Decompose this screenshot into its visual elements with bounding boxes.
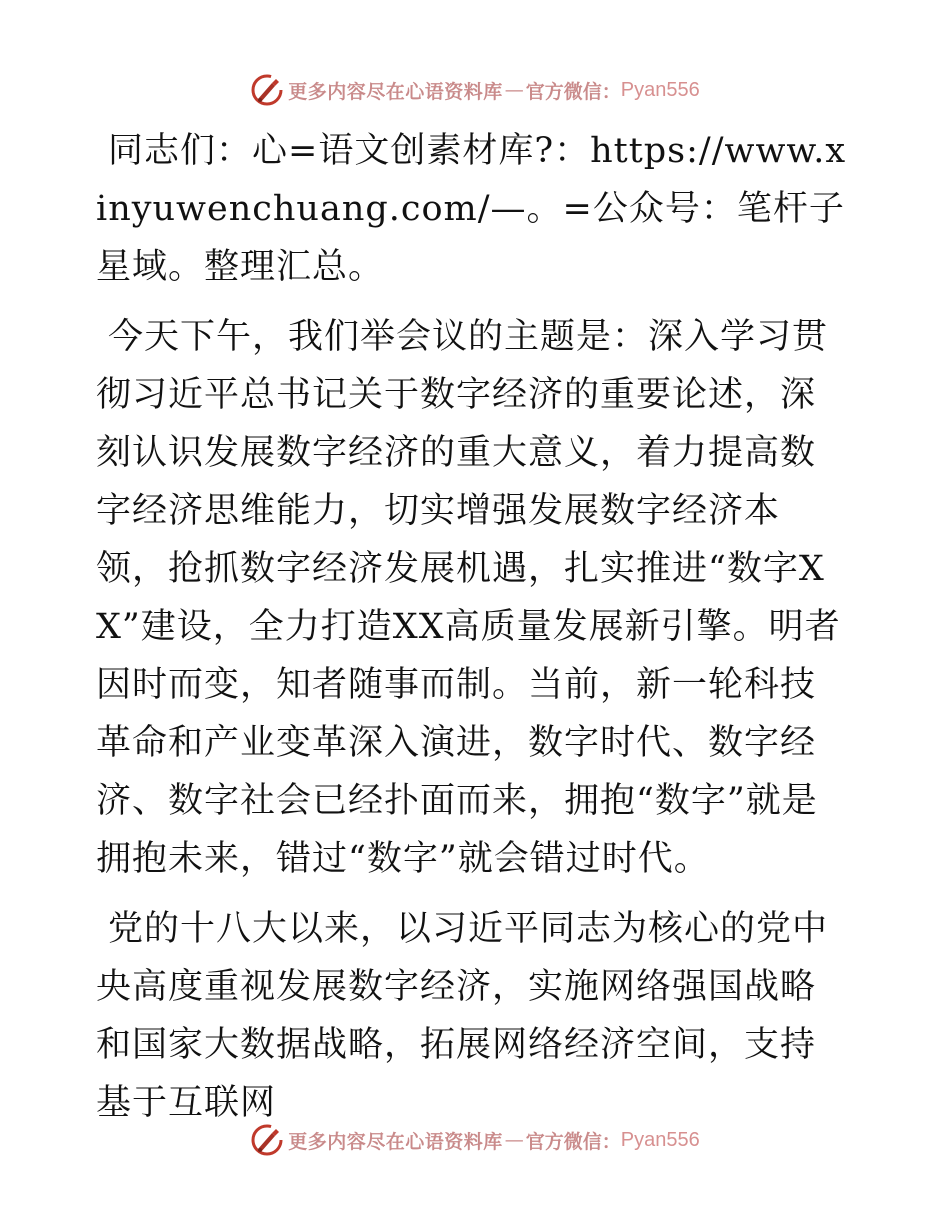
header-banner-text: 更多内容尽在心语资料库 (288, 80, 503, 103)
header-banner-dash: — (504, 79, 524, 101)
pen-logo-icon (250, 73, 284, 107)
header-banner (0, 70, 950, 110)
document-body (96, 122, 851, 1144)
footer-wechat-id: Pyan556 (620, 1128, 700, 1151)
header-banner-label: 官方微信： (525, 80, 621, 103)
paragraph-greeting: 同志们：心=语文创素材库?：https://www.xinyuwenchuang.com/—。=公众号：笔杆子星域。整理汇总。 (96, 131, 847, 287)
pen-logo-icon (250, 1123, 284, 1157)
header-wechat-id: Pyan556 (620, 78, 700, 101)
paragraph-meeting-theme: 今天下午，我们举会议的主题是：深入学习贯彻习近平总书记关于数字经济的重要论述，深刻认识发展数字经济的重大意义，着力提高数字经济思维能力，切实增强发展数字经济本领，抢抓数字经济发展机遇，扎实推进“数字XX”建设，全力打造XX高质量发展新引擎。明者因时而变，知者随事而制。当前，新一轮科技革命和产业变革深入演进，数字时代、数字经济、数字社会已经扑面而来，拥抱“数字”就是拥抱未来，错过“数字”就会错过时代。 (96, 317, 841, 879)
paragraph-party-congress: 党的十八大以来，以习近平同志为核心的党中央高度重视发展数字经济，实施网络强国战略和国家大数据战略，拓展网络经济空间，支持基于互联网 (96, 909, 829, 1123)
footer-banner (0, 1120, 950, 1160)
footer-banner-text: 更多内容尽在心语资料库 (288, 1130, 503, 1153)
footer-banner-dash: — (504, 1129, 524, 1151)
footer-banner-label: 官方微信： (525, 1130, 621, 1153)
